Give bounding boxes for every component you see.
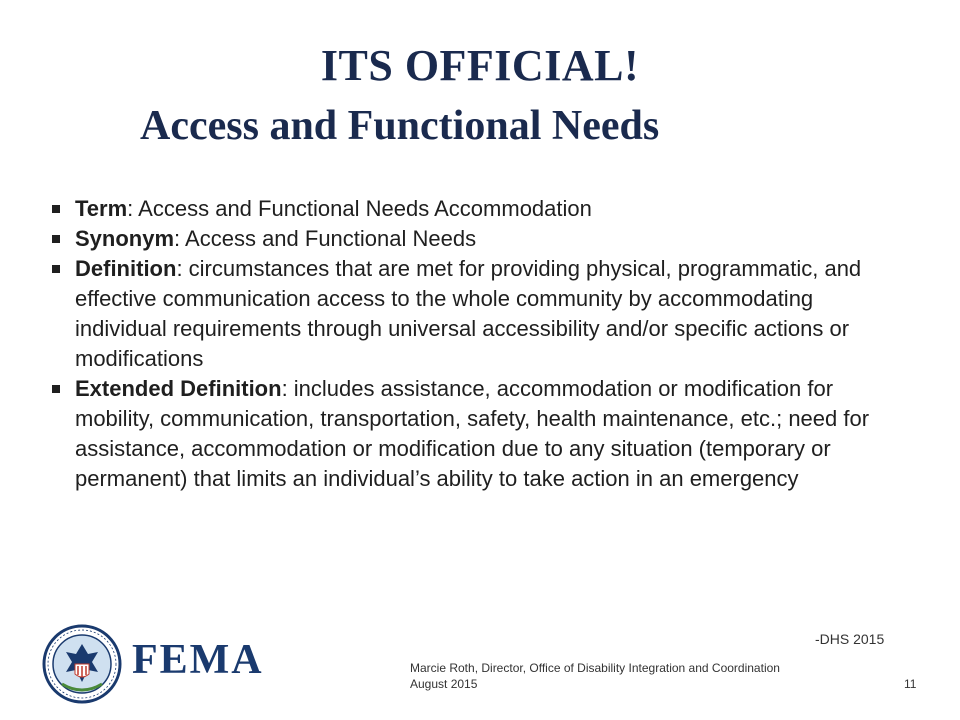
fema-logo: FEMA: [132, 637, 264, 683]
bullet-square-icon: [52, 265, 60, 273]
bullet-square-icon: [52, 385, 60, 393]
bullet-text: : Access and Functional Needs: [174, 226, 477, 251]
source-citation: -DHS 2015: [815, 631, 885, 647]
bullet-definition: [50, 254, 910, 374]
footer-author: Marcie Roth, Director, Office of Disability Integration and Coordination: [410, 661, 780, 675]
bullet-square-icon: [52, 235, 60, 243]
bullet-text: : Access and Functional Needs Accommodation: [127, 196, 592, 221]
footer-date: August 2015: [410, 677, 478, 691]
page-number: 11: [904, 677, 917, 691]
bullet-label: Synonym: [75, 226, 175, 251]
bullet-text: : circumstances that are met for providing physical, programmatic, and effective communication access to the whole community by accommodating individual requirements through universal accessibility and/or specific actions or modifications: [75, 256, 862, 371]
bullet-label: Definition: [75, 256, 177, 281]
bullet-square-icon: [52, 205, 60, 213]
bullet-extended-definition: [50, 374, 910, 494]
bullet-list: [50, 194, 910, 494]
bullet-label: Extended Definition: [75, 376, 282, 401]
dhs-seal-icon: [42, 624, 122, 704]
bullet-text: : includes assistance, accommodation or modification for mobility, communication, transportation, safety, health maintenance, etc.; need for assistance, accommodation or modification due to any situation (temporary or permanent) that limits an individual’s ability to take action in an emergency: [75, 376, 870, 491]
bullet-label: Term: [75, 196, 128, 221]
bullet-term: [50, 194, 910, 224]
slide-title: ITS OFFICIAL!: [320, 41, 640, 90]
bullet-synonym: [50, 224, 910, 254]
slide-subtitle: Access and Functional Needs: [140, 103, 660, 149]
